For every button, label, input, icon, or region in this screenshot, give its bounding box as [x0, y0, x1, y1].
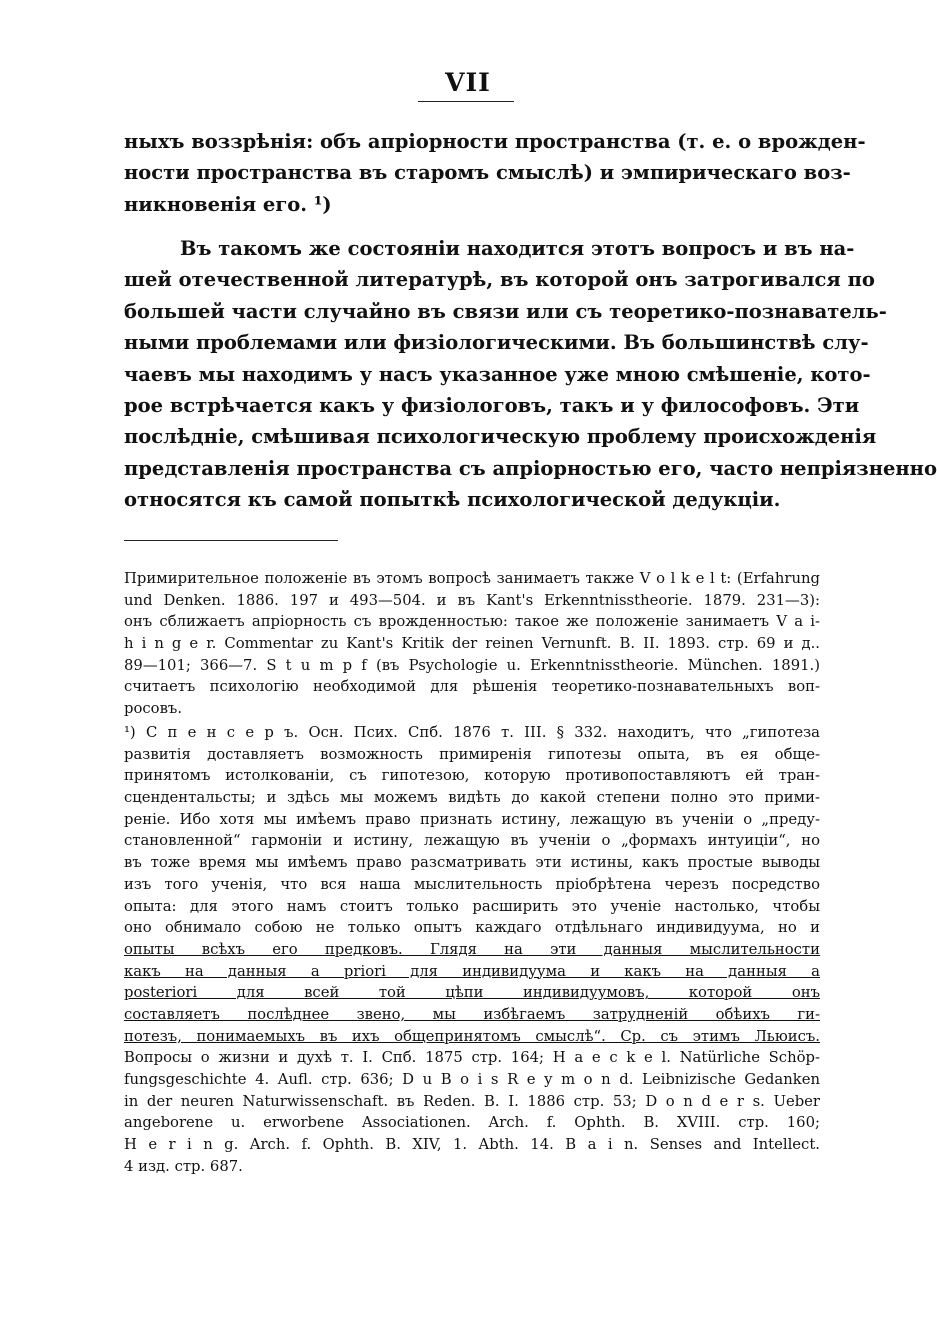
- paragraph-2-line: послѣдніе, смѣшивая психологическую проблему происхожденія: [124, 425, 877, 449]
- footnote-a-line: считаетъ психологію необходимой для рѣшенія теоретико-познавательныхъ воп-: [124, 678, 820, 696]
- footnote-b-line: 4 изд. стр. 687.: [124, 1157, 243, 1175]
- paragraph-2-line: представленія пространства съ апріорностью его, часто непріязненно: [124, 456, 937, 480]
- paragraph-1-line: ности пространства въ старомъ смыслѣ) и эмпирическаго воз-: [124, 161, 851, 185]
- footnote-a-line: 89—101; 366—7. S t u m p f (въ Psychologie u. Erkenntnisstheorie. München. 1891.): [124, 656, 820, 674]
- footnote-b-line: въ тоже время мы имѣемъ право разсматривать эти истины, какъ простые выводы: [124, 854, 820, 872]
- footnote-b-line: составляетъ послѣднее звено, мы избѣгаемъ затрудненій обѣихъ ги-: [124, 1005, 820, 1023]
- footnote-a-line: und Denken. 1886. 197 и 493—504. и въ Kant's Erkenntnisstheorie. 1879. 231—3):: [124, 591, 820, 609]
- footnote-b: [124, 722, 820, 1177]
- footnote-a-line: росовъ.: [124, 700, 183, 718]
- footnote-b-line: H e r i n g. Arch. f. Ophth. B. XIV, 1. Abth. 14. B a i n. Senses and Intellect.: [124, 1136, 820, 1154]
- footnote-a: [124, 568, 820, 720]
- footnote-b-line: fungsgeschichte 4. Aufl. стр. 636; D u B o i s R e y m o n d. Leibnizische Gedanken: [124, 1071, 820, 1088]
- footnote-a-line: h i n g e r. Commentar zu Kant's Kritik der reinen Vernunft. B. II. 1893. стр. 69 и д..: [124, 635, 820, 653]
- footnote-b-line: ¹) С п е н с е р ъ. Осн. Псих. Спб. 1876 т. III. § 332. находитъ, что „гипотеза: [124, 724, 820, 741]
- paragraph-2-line: ными проблемами или физіологическими. Въ большинствѣ слу-: [124, 331, 869, 355]
- footnote-b-line: angeborene u. erworbene Associationen. Arch. f. Ophth. B. XVIII. стр. 160;: [124, 1114, 820, 1132]
- footnote-b-line: принятомъ истолкованіи, съ гипотезою, которую противопоставляютъ ей тран-: [124, 767, 820, 785]
- paragraph-2: [124, 233, 937, 516]
- footnote-b-line: потезъ, понимаемыхъ въ ихъ общепринятомъ смыслѣ“. Ср. съ этимъ Льюисъ.: [124, 1027, 820, 1045]
- paragraph-2-line: Въ такомъ же состояніи находится этотъ вопросъ и въ на-: [180, 237, 855, 260]
- paragraph-1-line: ныхъ воззрѣнія: объ апріорности пространства (т. е. о врожден-: [124, 130, 866, 153]
- paragraph-2-line: большей части случайно въ связи или съ теоретико-познаватель-: [124, 299, 887, 323]
- footnote-b-line: Вопросы о жизни и духѣ т. I. Спб. 1875 стр. 164; H a e c k e l. Natürliche Schöp-: [124, 1049, 820, 1067]
- footnote-b-line: опыты всѣхъ его предковъ. Глядя на эти данныя мыслительности: [124, 940, 820, 958]
- footnote-b-line: posteriori для всей той цѣпи индивидуумовъ, которой онъ: [124, 984, 820, 1002]
- footnote-a-line: Примирительное положеніе въ этомъ вопросѣ занимаетъ также V o l k e l t: (Erfahrung: [124, 570, 820, 587]
- footnote-b-line: изъ того ученія, что вся наша мыслительность пріобрѣтена черезъ посредство: [124, 875, 820, 893]
- page-number: VII: [445, 68, 491, 97]
- paragraph-2-line: рое встрѣчается какъ у физіологовъ, такъ и у философовъ. Эти: [124, 393, 860, 417]
- paragraph-2-line: шей отечественной литературѣ, въ которой онъ затрогивался по: [124, 268, 875, 292]
- footnote-b-line: in der neuren Naturwissenschaft. въ Reden. B. I. 1886 стр. 53; D o n d e r s. Ueber: [124, 1092, 820, 1110]
- footnote-rule: [124, 540, 338, 541]
- footnote-b-line: развитія доставляетъ возможность примиренія гипотезы опыта, въ ея обще-: [124, 745, 820, 763]
- footnote-b-line: сцендентальсты; и здѣсь мы можемъ видѣть до какой степени полно это прими-: [124, 789, 820, 807]
- footnote-b-line: становленной“ гармоніи и истину, лежащую въ ученіи о „формахъ интуиціи“, но: [124, 832, 820, 850]
- footnote-b-line: опыта: для этого намъ стоитъ только расширить это ученіе настолько, чтобы: [124, 897, 820, 915]
- paragraph-2-line: чаевъ мы находимъ у насъ указанное уже мною смѣшеніе, кото-: [124, 362, 871, 386]
- footnote-b-line: какъ на данныя a priori для индивидуума и какъ на данныя a: [124, 962, 820, 980]
- page-number-rule: [418, 101, 514, 102]
- footnote-b-line: оно обнимало собою не только опытъ каждаго отдѣльнаго индивидуума, но и: [124, 919, 820, 937]
- footnote-b-line: реніе. Ибо хотя мы имѣемъ право признать истину, лежащую въ ученіи о „преду-: [124, 810, 820, 828]
- paragraph-1: [124, 126, 866, 220]
- paragraph-1-line: никновенія его. ¹): [124, 192, 332, 216]
- paragraph-2-line: относятся къ самой попыткѣ психологической дедукціи.: [124, 488, 781, 512]
- footnote-a-line: онъ сближаетъ апріорность съ врожденностью: такое же положеніе занимаетъ V a i-: [124, 613, 820, 631]
